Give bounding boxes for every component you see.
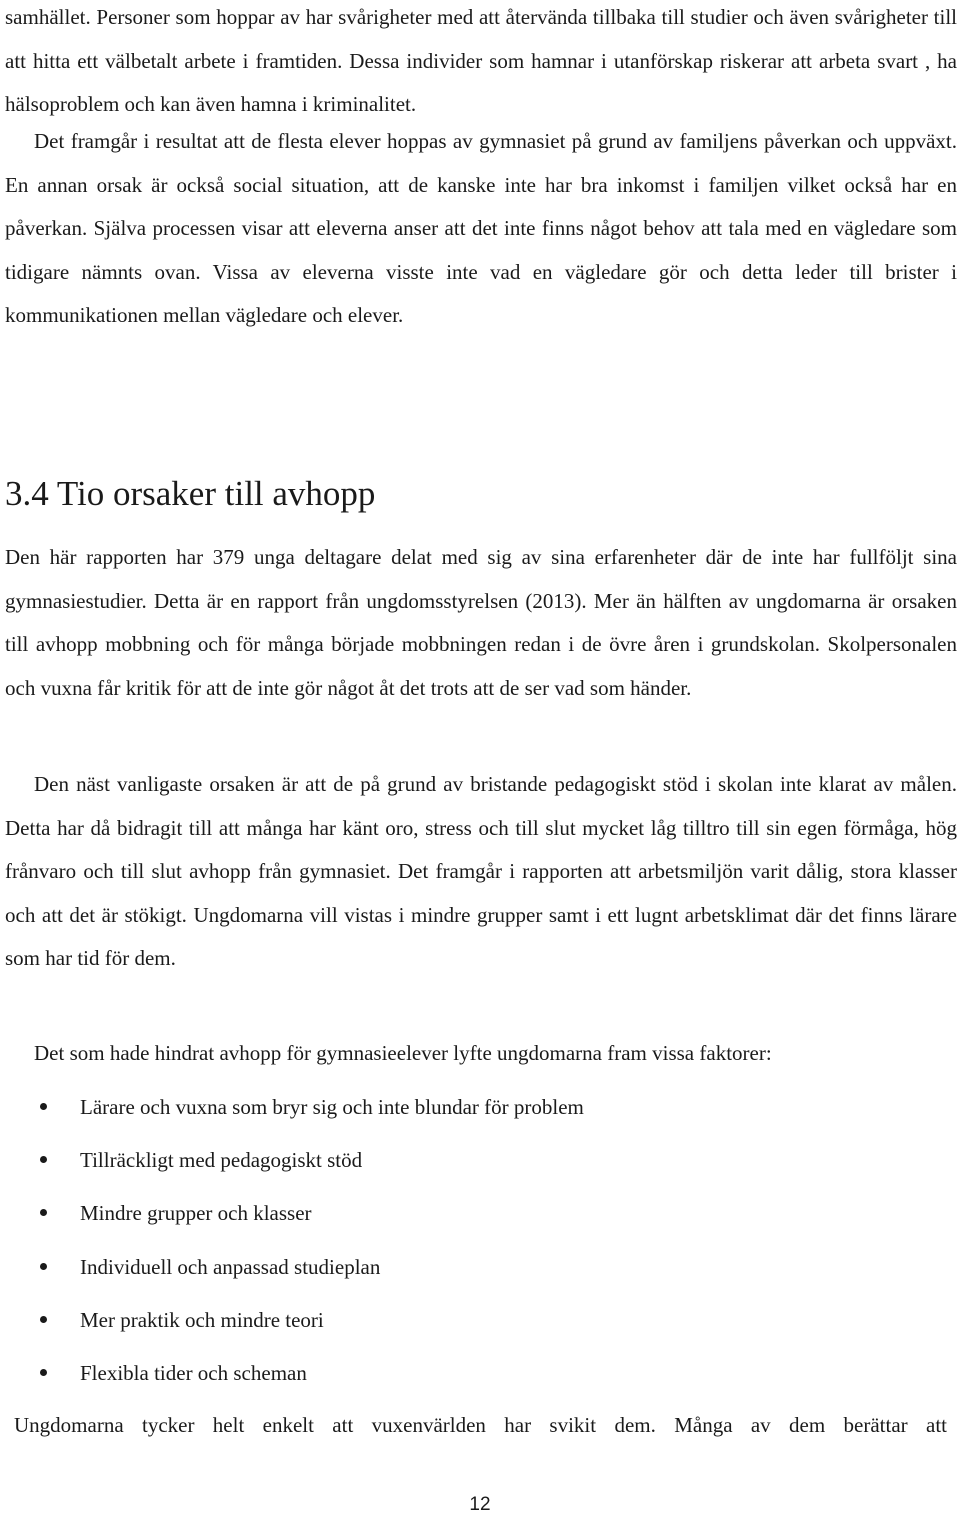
bullet-icon [40, 1316, 47, 1323]
bullet-icon [40, 1263, 47, 1270]
paragraph-results: Det framgår i resultat att de flesta elever hoppas av gymnasiet på grund av familjens påverkan och uppväxt. En annan orsak är också social situation, att de kanske inte har bra inkomst i familjen vilket också har en påverkan. Själva processen visar att eleverna anser att det inte finns något behov att tala med en vägledare som tidigare nämnts ovan. Vissa av eleverna visste inte vad en vägledare gör och detta leder till brister i kommunikationen mellan vägledare och elever. [5, 129, 957, 328]
list-item [0, 1190, 900, 1243]
page-number: 12 [469, 1494, 491, 1515]
list-item [0, 1137, 900, 1190]
list-item [0, 1084, 900, 1137]
list-item-label: Mer praktik och mindre teori [80, 1307, 324, 1332]
paragraph-continuation: Ungdomarna tycker helt enkelt att vuxenvärlden har svikit dem. Många av dem berättar att [14, 1413, 947, 1437]
list-item-label: Flexibla tider och scheman [80, 1360, 307, 1385]
list-item-label: Individuell och anpassad studieplan [80, 1254, 381, 1279]
list-item [0, 1350, 900, 1403]
bullet-icon [40, 1103, 47, 1110]
paragraph-second-reason: Den näst vanligaste orsaken är att de på grund av bristande pedagogiskt stöd i skolan inte klarat av målen. Detta har då bidragit till att många har känt oro, stress och till slut mycket låg tilltro till sin egen förmåga, hög frånvaro och till slut avhopp från gymnasiet. Det framgår i rapporten att arbetsmiljön varit dålig, stora klasser och att det är stökigt. Ungdomarna vill vistas i mindre grupper samt i ett lugnt arbetsklimat där det finns lärare som har tid för dem. [5, 772, 957, 971]
bullet-icon [40, 1209, 47, 1216]
list-item [0, 1297, 900, 1350]
paragraph-report: Den här rapporten har 379 unga deltagare delat med sig av sina erfarenheter där de inte har fullföljt sina gymnasiestudier. Detta är en rapport från ungdomsstyrelsen (2013). Mer än hälften av ungdomarna är orsaken till avhopp mobbning och för många började mobbningen redan i de övre åren i grundskolan. Skolpersonalen och vuxna får kritik för att de inte gör något åt det trots att de ser vad som händer. [5, 545, 957, 700]
factor-list [0, 1084, 900, 1403]
bullet-icon [40, 1369, 47, 1376]
section-heading: 3.4 Tio orsaker till avhopp [5, 474, 376, 513]
paragraph-consequences: samhället. Personer som hoppar av har svårigheter med att återvända tillbaka till studier och även svårigheter till att hitta ett välbetalt arbete i framtiden. Dessa individer som hamnar i utanförskap riskerar att arbeta svart , ha hälsoproblem och kan även hamna i kriminalitet. [5, 5, 957, 117]
list-item-label: Lärare och vuxna som bryr sig och inte blundar för problem [80, 1095, 584, 1119]
list-item-label: Mindre grupper och klasser [80, 1201, 312, 1226]
paragraph-factors-intro: Det som hade hindrat avhopp för gymnasieelever lyfte ungdomarna fram vissa faktorer: [34, 1041, 772, 1065]
list-item-label: Tillräckligt med pedagogiskt stöd [80, 1148, 363, 1173]
list-item [0, 1244, 900, 1297]
bullet-icon [40, 1156, 47, 1163]
